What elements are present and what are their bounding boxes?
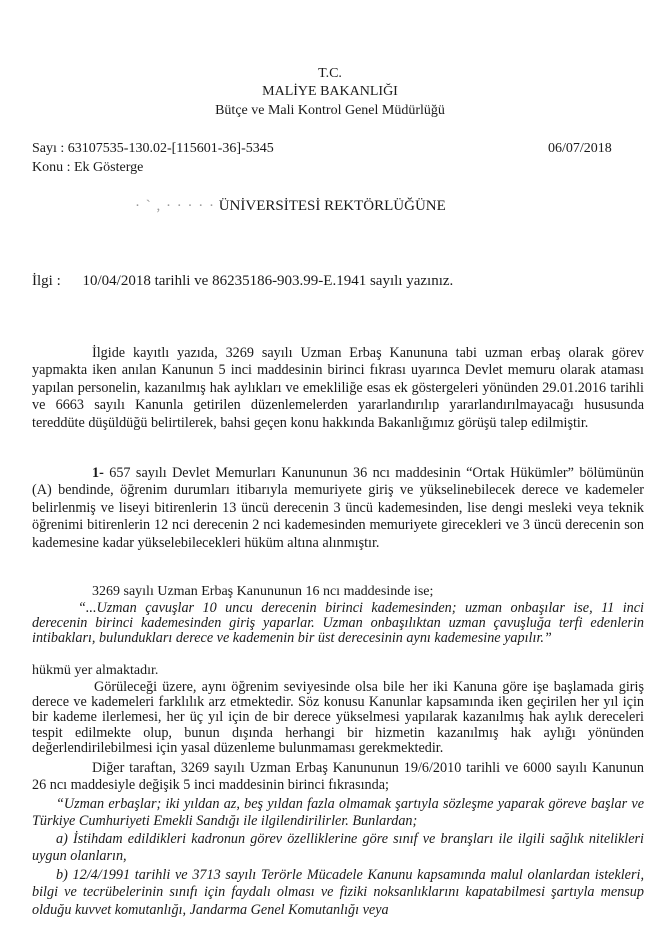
item-1	[32, 465, 644, 552]
paragraph-3: 3269 sayılı Uzman Erbaş Kanununun 16 ncı maddesinde ise;	[92, 584, 434, 599]
quote-a: a) İstihdam edildikleri kadronun görev özelliklerine göre sınıf ve branşları ile ilgili sağlık nitelikleri uygun olanların,	[32, 831, 644, 865]
ilgi-label: İlgi :	[32, 273, 61, 289]
paragraph-4: hükmü yer almaktadır.	[32, 663, 159, 678]
document-date: 06/07/2018	[548, 141, 612, 156]
recipient-text: ÜNİVERSİTESİ REKTÖRLÜĞÜNE	[218, 198, 446, 214]
paragraph-5: Görüleceği üzere, aynı öğrenim seviyesinde olsa bile her iki Kanuna göre işe başlamada giriş derece ve kademeleri farklılık arz etmektedir. Söz konusu Kanunlar kapsamında iken geçirilen her yıl için bir kademe ilerlemesi, her üç yıl için de bir derece yükselmesi yapılarak kazanılmış hak aylık dereceleri tespit edilmekte olup, bunun dışında herhangi bir hizmetin kazanılmış hak aylığı yönünden değerlendirilebilmesi için yasal düzenleme bulunmaması gerekmektedir.	[32, 679, 644, 756]
header-country: T.C.	[318, 66, 342, 81]
header-department: Bütçe ve Mali Kontrol Genel Müdürlüğü	[215, 103, 445, 118]
item-1-text: 657 sayılı Devlet Memurları Kanununun 36 ncı maddesinin “Ortak Hükümler” bölümünün (A) bendinde, öğrenim durumları itibarıyla memuriyete giriş ve yükselinebilecek derece ve kademeler belirlenmiş ve liseyi bitirenlerin 13 üncü derecenin 3 üncü kademesinden, lise dengi mesleki veya teknik öğrenimi bitirenlerin 12 nci derecenin 2 nci kademesinden memuriyete girecekleri ve 3 üncü derecenin son kademesine kadar yükselebilecekleri hüküm altına alınmıştır.	[32, 465, 644, 551]
quote-1: “...Uzman çavuşlar 10 uncu derecenin birinci kademesinden; uzman onbaşılar ise, 11 inci derecenin birinci kademesinden giriş yaparlar. Uzman onbaşılıktan uzman çavuşluğa terfi edenlerin intibakları, bulundukları derece ve kademenin bir üst derecesinin aynı kademesine yapılır.”	[32, 600, 644, 647]
ilgi-text: 10/04/2018 tarihli ve 86235186-903.99-E.1941 sayılı yazınız.	[82, 273, 454, 289]
ilgi-line	[32, 273, 453, 290]
sayi-line: Sayı : 63107535-130.02-[115601-36]-5345	[32, 141, 274, 156]
header-ministry: MALİYE BAKANLIĞI	[262, 84, 398, 99]
recipient-line	[135, 198, 446, 215]
item-1-number: 1-	[92, 465, 104, 481]
recipient-redacted: · ` , · · · · ·	[135, 198, 215, 214]
quote-2: “Uzman erbaşlar; iki yıldan az, beş yıldan fazla olmamak şartıyla sözleşme yaparak göreve başlar ve Türkiye Cumhuriyeti Emekli Sandığı ile ilgilendirilirler. Bunlardan;	[32, 796, 644, 830]
quote-b: b) 12/4/1991 tarihli ve 3713 sayılı Terörle Mücadele Kanunu kapsamında malul olanlardan istekleri, bilgi ve tecrübelerinin sınıfı için faydalı olması ve fiziki noksanlıklarını kapatabilmesi şartıyla mensup olduğu kuvvet komutanlığı, Jandarma Genel Komutanlığı veya	[32, 867, 644, 918]
konu-line: Konu : Ek Gösterge	[32, 160, 144, 175]
paragraph-1: İlgide kayıtlı yazıda, 3269 sayılı Uzman Erbaş Kanununa tabi uzman erbaş olarak görev yapmakta iken anılan Kanunun 5 inci maddesinin birinci fıkrası uyarınca Devlet memuru olarak ataması yapılan personelin, kazanılmış hak aylıkları ve emekliliğe esas ek göstergeleri yönünden 29.01.2016 tarihli ve 6663 sayılı Kanunla getirilen düzenlemelerden yararlandırılıp yararlandırılmayacağı hususunda tereddüte düşüldüğü belirtilerek, bahsi geçen konu hakkında Bakanlığımız görüşü talep edilmiştir.	[32, 345, 644, 431]
paragraph-6: Diğer taraftan, 3269 sayılı Uzman Erbaş Kanununun 19/6/2010 tarihli ve 6000 sayılı Kanunun 26 ncı maddesiyle değişik 5 inci maddesinin birinci fıkrasında;	[32, 760, 644, 794]
